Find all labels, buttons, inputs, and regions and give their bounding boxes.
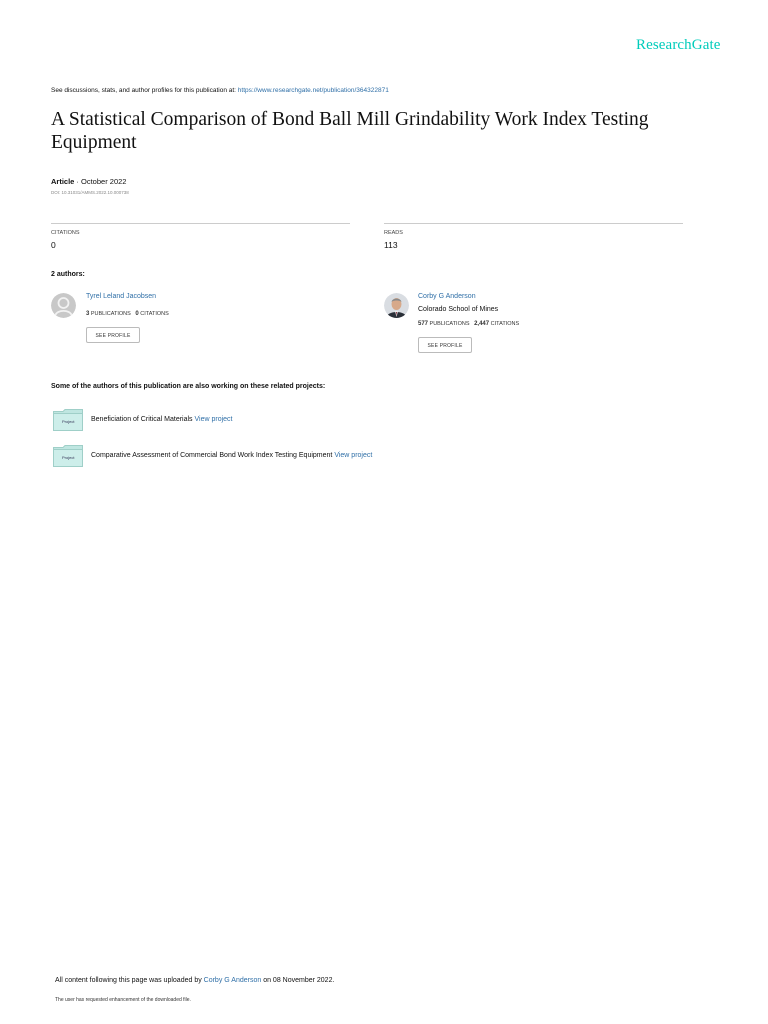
view-project-link[interactable]: View project (334, 452, 373, 459)
article-date: October 2022 (81, 177, 127, 186)
upload-suffix: on 08 November 2022. (261, 977, 335, 984)
citations-value: 0 (51, 240, 56, 250)
publications-count: 3 (86, 311, 90, 317)
author-photo-avatar[interactable] (384, 293, 409, 318)
meta-separator: · (74, 177, 82, 186)
project-folder-icon (53, 445, 83, 467)
reads-label: READS (384, 230, 403, 236)
citations-label: CITATIONS (490, 321, 520, 327)
avatar-placeholder-icon[interactable] (51, 293, 76, 318)
article-type: Article (51, 177, 75, 186)
upload-info (55, 977, 334, 984)
see-profile-button[interactable]: SEE PROFILE (86, 327, 140, 343)
project-icon-label: Project (62, 455, 75, 460)
project-folder-icon (53, 409, 83, 431)
researchgate-logo[interactable]: ResearchGate (636, 37, 721, 53)
citations-count: 2,447 (474, 321, 490, 327)
citations-label: CITATIONS (51, 230, 80, 236)
citations-divider (51, 223, 350, 224)
intro-text: See discussions, stats, and author profiles for this publication at: (51, 87, 238, 94)
citations-count: 0 (135, 311, 139, 317)
uploader-link[interactable]: Corby G Anderson (203, 977, 262, 984)
publications-label: PUBLICATIONS (90, 311, 131, 317)
author-name-link[interactable]: Corby G Anderson (418, 293, 476, 300)
publications-count: 577 (418, 321, 429, 327)
author-affiliation: Colorado School of Mines (418, 306, 499, 313)
enhancement-note: The user has requested enhancement of the downloaded file. (55, 997, 191, 1003)
related-projects-heading: Some of the authors of this publication are also working on these related projects: (51, 383, 326, 390)
author-stats (86, 311, 169, 317)
reads-value: 113 (384, 240, 398, 250)
publication-link-line (51, 87, 389, 94)
author-name-link[interactable]: Tyrel Leland Jacobsen (86, 293, 157, 300)
reads-divider (384, 223, 683, 224)
publications-label: PUBLICATIONS (429, 321, 470, 327)
upload-prefix: All content following this page was uploaded by (55, 977, 204, 984)
citations-label: CITATIONS (140, 311, 169, 317)
author-stats (418, 321, 519, 327)
see-profile-button[interactable]: SEE PROFILE (418, 337, 472, 353)
project-title: Beneficiation of Critical Materials (91, 416, 193, 423)
project-item (91, 416, 233, 423)
project-icon-label: Project (62, 419, 75, 424)
publication-url-link[interactable]: https://www.researchgate.net/publication/364322871 (237, 87, 389, 94)
view-project-link[interactable]: View project (194, 416, 233, 423)
article-meta (51, 177, 126, 186)
project-title: Comparative Assessment of Commercial Bond Work Index Testing Equipment (91, 452, 333, 459)
doi: DOI: 10.31031/AMMS.2022.10.000738 (51, 190, 129, 195)
project-item (91, 452, 372, 459)
paper-title: A Statistical Comparison of Bond Ball Mill Grindability Work Index Testing Equipment (51, 109, 649, 153)
authors-heading: 2 authors: (51, 271, 85, 278)
